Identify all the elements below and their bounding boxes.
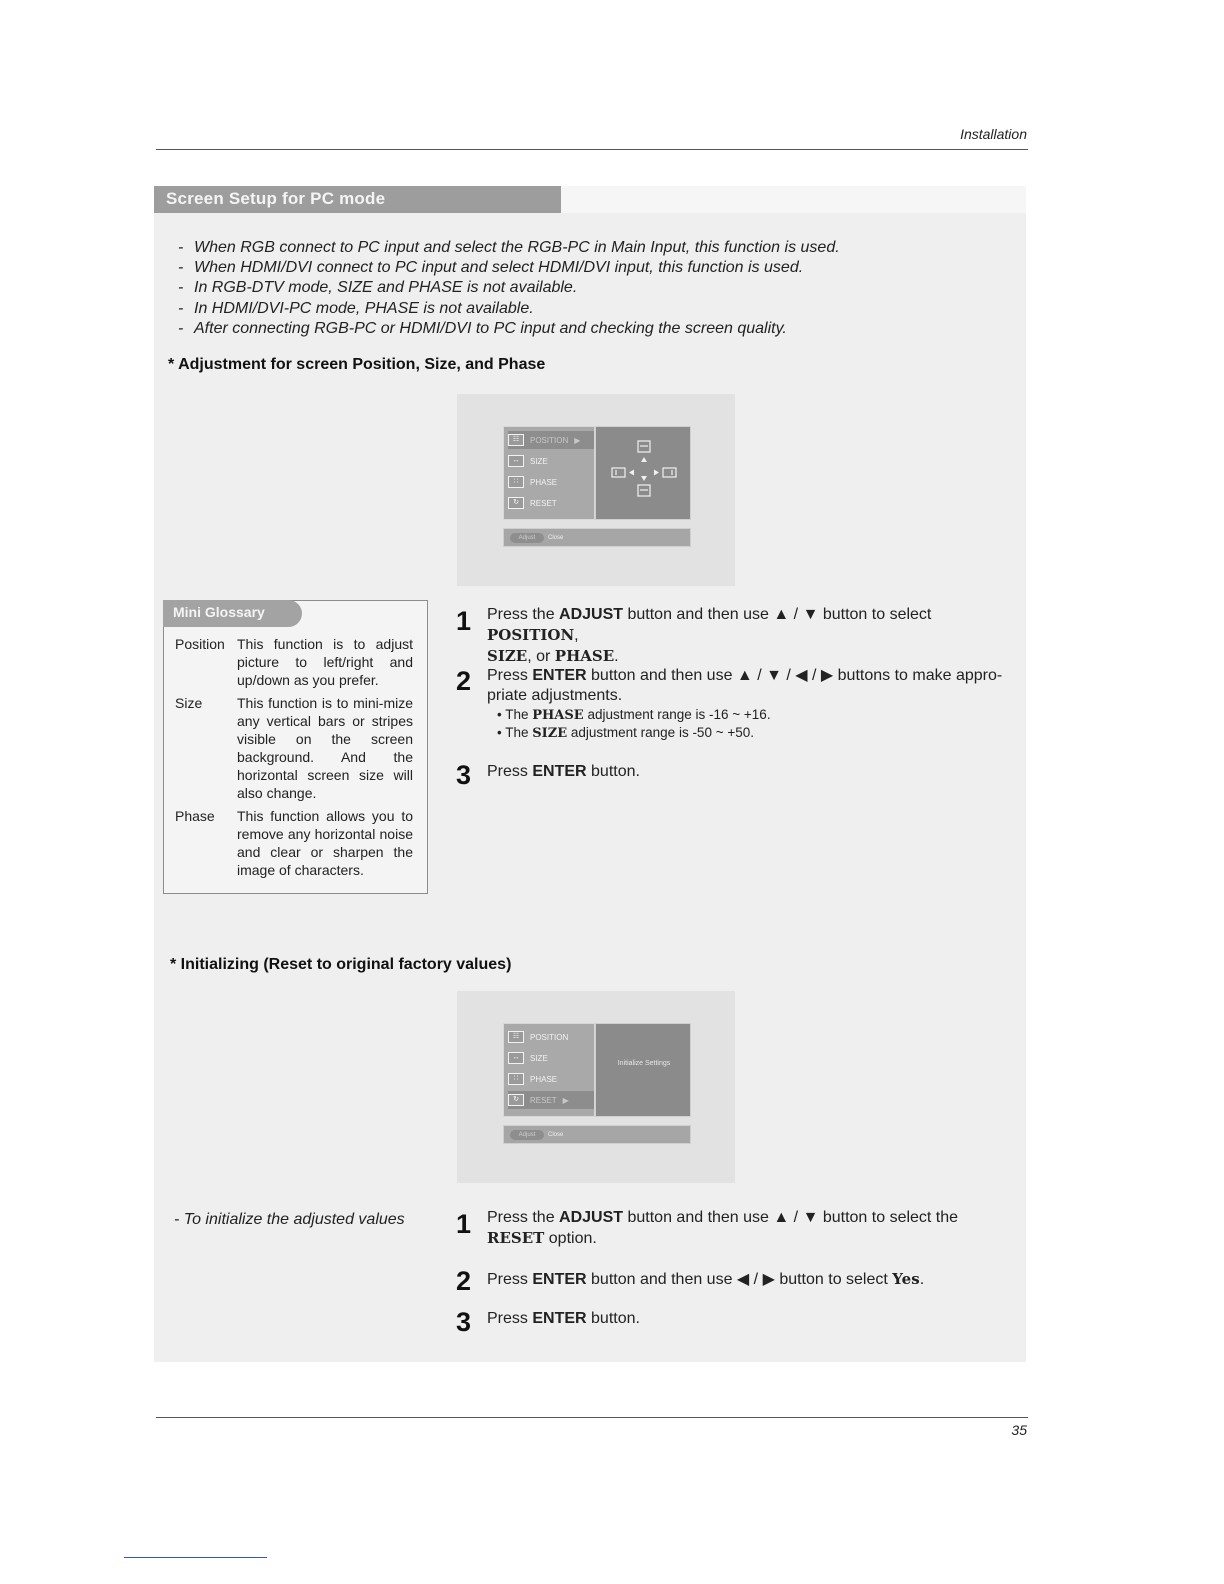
glossary-def: This function is to mini-mize any vertical bars or stripes visible on the screen background. And the horizontal screen size will also change. [237,695,413,801]
osd-menu-list [503,426,595,520]
reset-icon: ↻ [508,1094,524,1106]
adjust-pill: Adjust [510,533,544,543]
step-note: • The PHASE adjustment range is -16 ~ +16. [497,707,771,723]
osd-item-reset: ↻ RESET ▶ [508,1091,594,1109]
osd-screenshot-reset [457,991,735,1183]
step-number: 3 [456,760,472,790]
osd-item-phase: ∷ PHASE [508,473,594,491]
osd-position-preview [595,426,691,520]
osd-bottom-bar [503,1125,691,1144]
panel-top-strip [561,186,1026,213]
intro-item: - When HDMI/DVI connect to PC input and select HDMI/DVI input, this function is used. [178,258,1018,278]
selected-arrow-icon: ▶ [574,435,581,445]
osd-item-size: ↔ SIZE [508,452,594,470]
selected-arrow-icon: ▶ [562,1095,569,1105]
osd-item-phase: ∷ PHASE [508,1070,594,1088]
glossary-def: This function allows you to remove any horizontal noise and clear or sharpen the image of characters. [237,808,413,878]
glossary-entry [175,694,415,804]
running-header: Installation [960,126,1027,142]
glossary-tab [163,600,302,627]
step-text: Press the ADJUST button and then use ▲ / ▼ button to select POSITION, SIZE, or PHASE. [487,606,932,665]
osd-item-position: ☷ POSITION [508,1028,594,1046]
glossary-term: Size [175,695,203,711]
header-rule [156,149,1028,150]
intro-item: - In RGB-DTV mode, SIZE and PHASE is not available. [178,278,1018,298]
phase-icon: ∷ [508,476,524,488]
step-text: Press ENTER button. [487,1310,640,1327]
step-number: 2 [456,666,472,696]
osd-item-reset: ↻ RESET [508,494,594,512]
section-title: Screen Setup for PC mode [166,189,386,208]
close-label: Close [548,1132,564,1138]
initialize-settings-label: Initialize Settings [617,1060,671,1067]
step-text: Press ENTER button and then use ▲ / ▼ / ◀ / ▶ buttons to make appro-priate adjustments. [487,667,1003,704]
direction-arrows-icon [596,427,692,521]
subheading-adjustment: * Adjustment for screen Position, Size, and Phase [168,356,546,373]
mini-glossary [163,600,428,894]
size-icon: ↔ [508,455,524,467]
osd-initialize-panel [595,1023,691,1117]
step-number: 1 [456,1209,472,1239]
position-icon: ☷ [508,434,524,446]
step-number: 2 [456,1266,472,1296]
page-number: 35 [1011,1422,1027,1438]
adjust-pill: Adjust [510,1130,544,1140]
step-text: Press the ADJUST button and then use ▲ / ▼ button to select the RESET option. [487,1209,959,1247]
footer-rule [156,1417,1028,1418]
intro-list [178,238,1018,339]
initialize-note: - To initialize the adjusted values [174,1211,405,1228]
osd-item-size: ↔ SIZE [508,1049,594,1067]
osd-item-position: ☷ POSITION ▶ [508,431,594,449]
intro-item: - In HDMI/DVI-PC mode, PHASE is not available. [178,299,1018,319]
step-text: Press ENTER button and then use ◀ / ▶ button to select Yes. [487,1270,925,1288]
position-icon: ☷ [508,1031,524,1043]
step-number: 3 [456,1307,472,1337]
size-icon: ↔ [508,1052,524,1064]
step-text: Press ENTER button. [487,763,640,780]
osd-screenshot-position [457,394,735,586]
osd-menu-list [503,1023,595,1117]
step-note: • The SIZE adjustment range is -50 ~ +50. [497,725,754,741]
intro-item: - When RGB connect to PC input and select the RGB-PC in Main Input, this function is used. [178,238,1018,258]
close-label: Close [548,535,564,541]
intro-item: - After connecting RGB-PC or HDMI/DVI to PC input and checking the screen quality. [178,319,1018,339]
glossary-title: Mini Glossary [173,604,265,620]
glossary-def: This function is to adjust picture to left/right and up/down as you prefer. [237,636,413,688]
glossary-entry [175,807,415,881]
subheading-initializing: * Initializing (Reset to original factory values) [170,956,512,973]
phase-icon: ∷ [508,1073,524,1085]
glossary-term: Position [175,636,225,652]
glossary-entry [175,635,415,691]
osd-bottom-bar [503,528,691,547]
glossary-term: Phase [175,808,215,824]
reset-icon: ↻ [508,497,524,509]
scan-edge-line [124,1557,267,1558]
step-number: 1 [456,606,472,636]
